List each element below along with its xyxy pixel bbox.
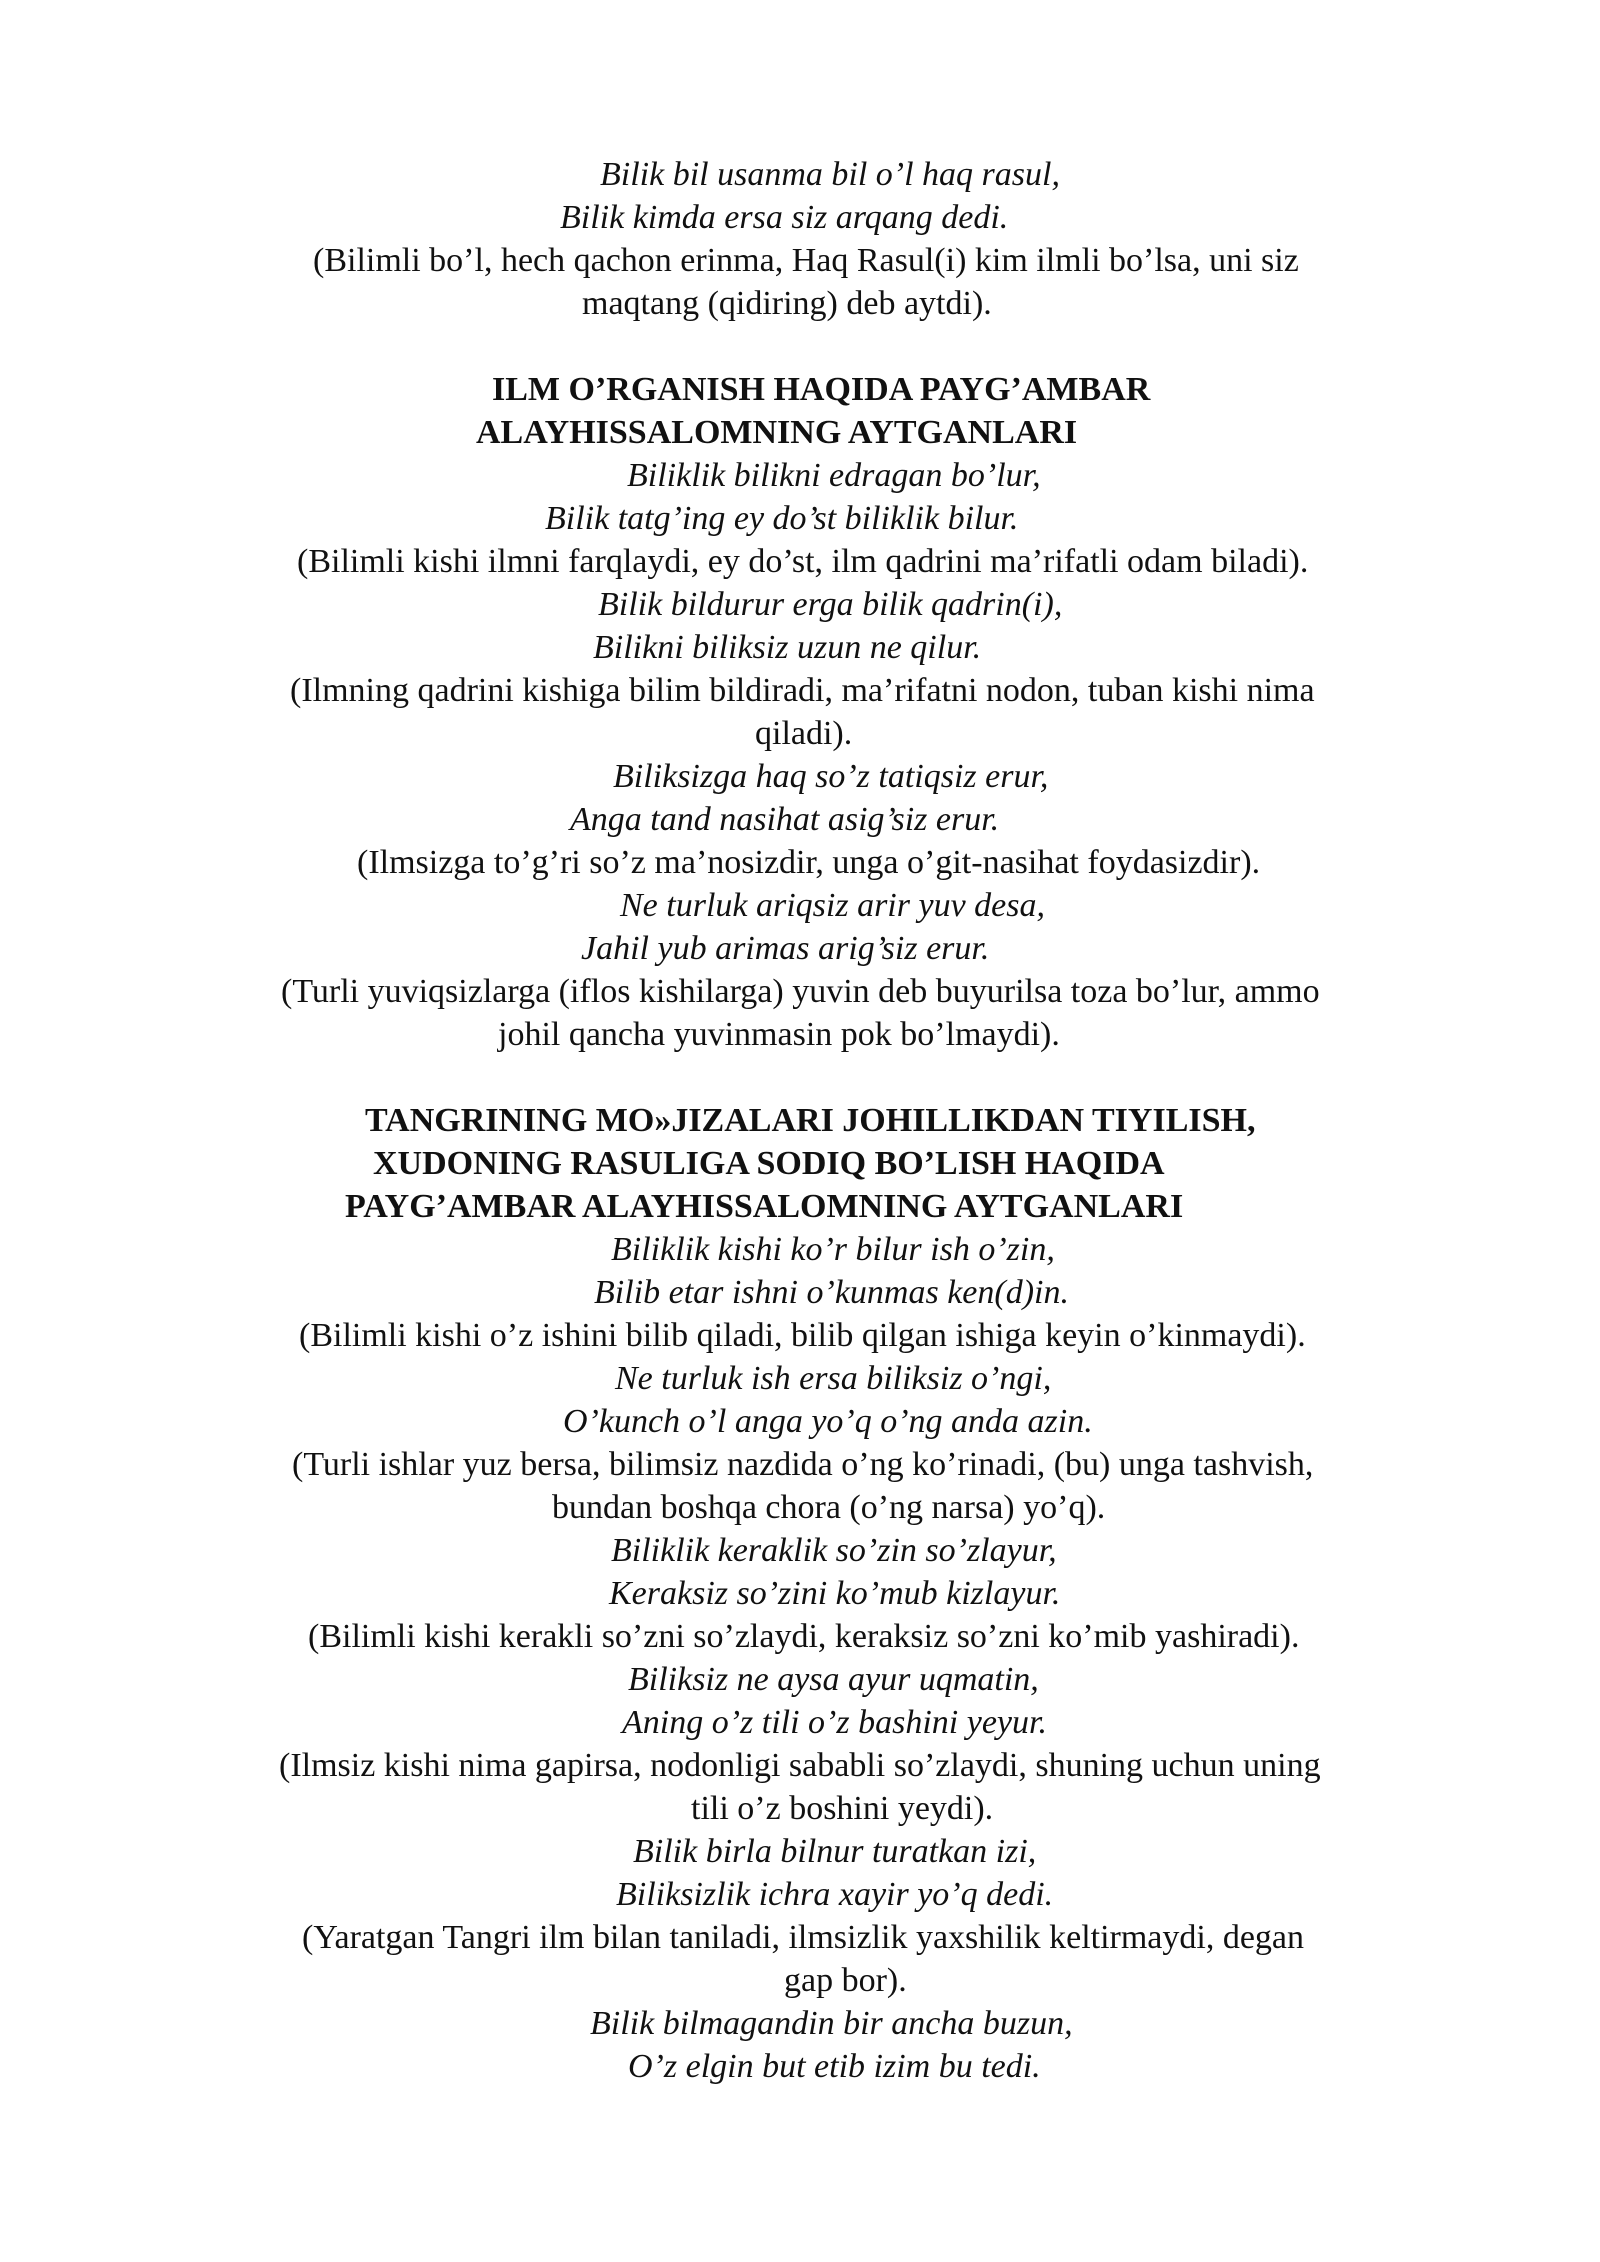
verse-line: Biliksizlik ichra xayir yo’q dedi. xyxy=(616,1876,1054,1913)
verse-line: Biliklik keraklik so’zin so’zlayur, xyxy=(611,1532,1057,1569)
prose-line: (Ilmsizga to’g’ri so’z ma’nosizdir, unga o’git-nasihat foydasizdir). xyxy=(357,844,1261,881)
prose-line: qiladi). xyxy=(755,715,853,752)
verse-line: O’z elgin but etib izim bu tedi. xyxy=(628,2048,1041,2085)
verse-line: Biliksizga haq so’z tatiqsiz erur, xyxy=(613,758,1049,795)
verse-line: Biliksiz ne aysa ayur uqmatin, xyxy=(628,1661,1039,1698)
verse-line: Biliklik bilikni edragan bo’lur, xyxy=(627,457,1041,494)
prose-line: tili o’z boshini yeydi). xyxy=(691,1790,994,1827)
section-heading: ILM O’RGANISH HAQIDA PAYG’AMBAR xyxy=(492,371,1151,408)
verse-line: Bilikni biliksiz uzun ne qilur. xyxy=(593,629,982,666)
prose-line: (Yaratgan Tangri ilm bilan taniladi, ilmsizlik yaxshilik keltirmaydi, degan xyxy=(302,1919,1305,1956)
section-heading: TANGRINING MO»JIZALARI JOHILLIKDAN TIYILISH, xyxy=(365,1102,1256,1139)
prose-line: (Bilimli kishi kerakli so’zni so’zlaydi, keraksiz so’zni ko’mib yashiradi). xyxy=(308,1618,1300,1655)
prose-line: gap bor). xyxy=(784,1962,907,1999)
section-heading: ALAYHISSALOMNING AYTGANLARI xyxy=(476,414,1078,451)
prose-line: (Bilimli bo’l, hech qachon erinma, Haq Rasul(i) kim ilmli bo’lsa, uni siz xyxy=(313,242,1299,279)
verse-line: Bilik bil usanma bil o’l haq rasul, xyxy=(600,156,1060,193)
prose-line: bundan boshqa chora (o’ng narsa) yo’q). xyxy=(552,1489,1106,1526)
section-heading: XUDONING RASULIGA SODIQ BO’LISH HAQIDA xyxy=(373,1145,1165,1182)
verse-line: Aning o’z tili o’z bashini yeyur. xyxy=(622,1704,1047,1741)
verse-line: Bilik kimda ersa siz arqang dedi. xyxy=(560,199,1009,236)
verse-line: Bilik bilmagandin bir ancha buzun, xyxy=(590,2005,1073,2042)
prose-line: (Bilimli kishi ilmni farqlaydi, ey do’st, ilm qadrini ma’rifatli odam biladi). xyxy=(297,543,1309,580)
prose-line: johil qancha yuvinmasin pok bo’lmaydi). xyxy=(498,1016,1060,1053)
verse-line: Bilik tatg’ing ey do’st biliklik bilur. xyxy=(545,500,1019,537)
verse-line: O’kunch o’l anga yo’q o’ng anda azin. xyxy=(563,1403,1093,1440)
verse-line: Ne turluk ariqsiz arir yuv desa, xyxy=(620,887,1045,924)
verse-line: Jahil yub arimas arig’siz erur. xyxy=(581,930,990,967)
verse-line: Keraksiz so’zini ko’mub kizlayur. xyxy=(609,1575,1061,1612)
prose-line: (Ilmsiz kishi nima gapirsa, nodonligi sababli so’zlaydi, shuning uchun uning xyxy=(279,1747,1321,1784)
verse-line: Ne turluk ish ersa biliksiz o’ngi, xyxy=(615,1360,1052,1397)
prose-line: (Turli ishlar yuz bersa, bilimsiz nazdida o’ng ko’rinadi, (bu) unga tashvish, xyxy=(292,1446,1314,1483)
verse-line: Anga tand nasihat asig’siz erur. xyxy=(570,801,1000,838)
verse-line: Bilik birla bilnur turatkan izi, xyxy=(633,1833,1037,1870)
verse-line: Bilik bildurur erga bilik qadrin(i), xyxy=(598,586,1063,623)
prose-line: maqtang (qidiring) deb aytdi). xyxy=(582,285,992,322)
verse-line: Biliklik kishi ko’r bilur ish o’zin, xyxy=(611,1231,1055,1268)
prose-line: (Bilimli kishi o’z ishini bilib qiladi, bilib qilgan ishiga keyin o’kinmaydi). xyxy=(299,1317,1306,1354)
section-heading: PAYG’AMBAR ALAYHISSALOMNING AYTGANLARI xyxy=(345,1188,1184,1225)
prose-line: (Ilmning qadrini kishiga bilim bildiradi, ma’rifatni nodon, tuban kishi nima xyxy=(290,672,1315,709)
verse-line: Bilib etar ishni o’kunmas ken(d)in. xyxy=(594,1274,1069,1311)
prose-line: (Turli yuviqsizlarga (iflos kishilarga) yuvin deb buyurilsa toza bo’lur, ammo xyxy=(281,973,1320,1010)
